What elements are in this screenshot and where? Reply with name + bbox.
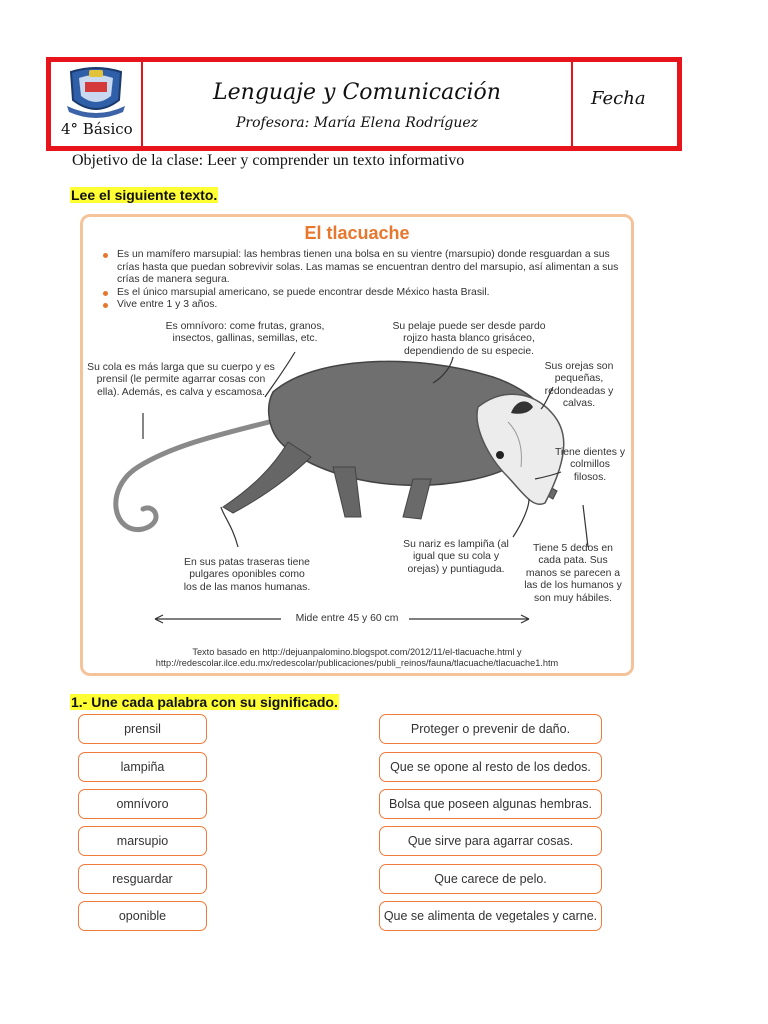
exercise-title-text: 1.- Une cada palabra con su significado. bbox=[71, 694, 338, 710]
subject-title: Lenguaje y Comunicación bbox=[213, 80, 501, 105]
read-instruction-text: Lee el siguiente texto. bbox=[71, 187, 218, 203]
word-oponible[interactable]: oponible bbox=[78, 901, 207, 931]
annotation-pelaje: Su pelaje puede ser desde pardo rojizo hasta blanco grisáceo, dependiendo de su especie. bbox=[392, 321, 546, 357]
word-prensil[interactable]: prensil bbox=[78, 714, 207, 744]
meaning-bolsa[interactable]: Bolsa que poseen algunas hembras. bbox=[379, 789, 602, 819]
date-label: Fecha bbox=[591, 88, 646, 109]
meaning-vegetales[interactable]: Que se alimenta de vegetales y carne. bbox=[379, 901, 602, 931]
date-cell bbox=[571, 62, 677, 146]
word-resguardar[interactable]: resguardar bbox=[78, 864, 207, 894]
grade-label: 4° Básico bbox=[61, 120, 133, 138]
source-citation: Texto basado en http://dejuanpalomino.blogspot.com/2012/11/el-tlacuache.html y http://redescolar.ilce.edu.mx/redescolar/publicaciones/publi_reinos/fauna/tlacuache/tlacuache1.htm bbox=[155, 647, 559, 668]
annotation-dientes: Tiene dientes y colmillos filosos. bbox=[554, 447, 626, 483]
word-omnivoro[interactable]: omnívoro bbox=[78, 789, 207, 819]
teacher-name: Profesora: María Elena Rodríguez bbox=[235, 115, 478, 131]
annotation-dedos: Tiene 5 dedos en cada pata. Sus manos se parecen a las de los humanos y son muy hábiles. bbox=[524, 543, 622, 604]
header-box bbox=[46, 57, 682, 151]
title-cell bbox=[143, 62, 571, 146]
tlacuache-infobox bbox=[80, 214, 634, 676]
annotation-cola: Su cola es más larga que su cuerpo y es prensil (le permite agarrar cosas con ella). Además, es calva y escamosa. bbox=[87, 362, 275, 398]
fact-item: Es el único marsupial americano, se puede encontrar desde México hasta Brasil. bbox=[101, 287, 621, 300]
meaning-opone[interactable]: Que se opone al resto de los dedos. bbox=[379, 752, 602, 782]
annotation-nariz: Su nariz es lampiña (al igual que su cola y orejas) y puntiaguda. bbox=[403, 539, 509, 575]
infobox-title: El tlacuache bbox=[304, 223, 410, 243]
annotation-patas: En sus patas traseras tiene pulgares oponibles como los de las manos humanas. bbox=[183, 557, 311, 593]
annotation-orejas: Sus orejas son pequeñas, redondeadas y calvas. bbox=[544, 361, 614, 410]
read-instruction bbox=[70, 187, 218, 205]
logo-cell bbox=[51, 62, 143, 146]
exercise-title bbox=[70, 694, 339, 712]
fact-item: Es un mamífero marsupial: las hembras tienen una bolsa en su vientre (marsupio) donde resguardan a sus crías hasta que puedan sobrevivir solas. Las mamas se encuentran dentro del marsupio, así alimentan a sus crías de manera segura. bbox=[101, 249, 621, 287]
word-lampina[interactable]: lampiña bbox=[78, 752, 207, 782]
annotation-size: Mide entre 45 y 60 cm bbox=[295, 613, 399, 624]
meaning-proteger[interactable]: Proteger o prevenir de daño. bbox=[379, 714, 602, 744]
lesson-objective: Objetivo de la clase: Leer y comprender un texto informativo bbox=[72, 152, 465, 169]
annotation-omnivoro: Es omnívoro: come frutas, granos, insectos, gallinas, semillas, etc. bbox=[165, 321, 325, 345]
school-crest-icon bbox=[63, 66, 129, 118]
meaning-pelo[interactable]: Que carece de pelo. bbox=[379, 864, 602, 894]
meaning-agarrar[interactable]: Que sirve para agarrar cosas. bbox=[379, 826, 602, 856]
word-marsupio[interactable]: marsupio bbox=[78, 826, 207, 856]
fact-item: Vive entre 1 y 3 años. bbox=[101, 299, 621, 312]
